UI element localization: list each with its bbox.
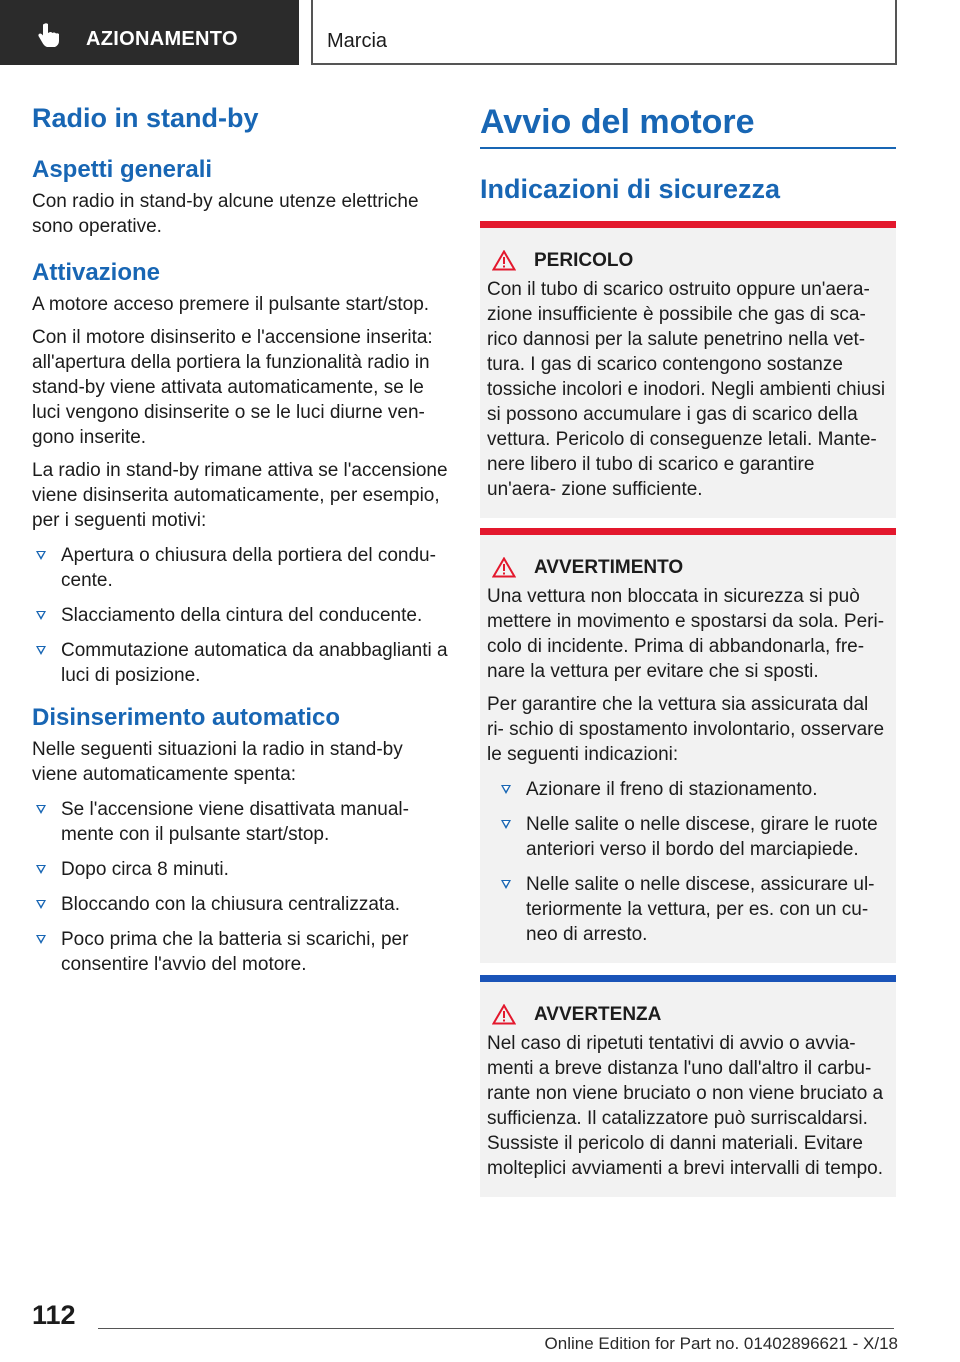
notice-text: Nel caso di ripetuti tentativi di avvio o avvia‐ menti a breve distanza l'uno dall'altro il carbu‐ rante non viene bruciato o non viene bruciato a sufficienza. Il catalizzatore può surriscaldarsi. Sussiste il pericolo di danni materiali. Evitare molteplici avviamenti a brevi intervalli di tempo. — [487, 1033, 884, 1179]
page-number: 112 — [32, 1300, 76, 1330]
activation-p1: A motore acceso premere il pulsante start/stop. — [32, 294, 430, 315]
list-item: Slacciamento della cintura del conducente. — [32, 603, 450, 628]
warning-box — [480, 528, 896, 963]
list-item: Bloccando con la chiusura centralizzata. — [32, 892, 450, 917]
warning-list — [487, 777, 888, 947]
general-heading: Aspetti generali — [32, 156, 213, 183]
triangle-bullet-icon — [36, 865, 46, 874]
list-item: Dopo circa 8 minuti. — [32, 857, 450, 882]
list-item: Nelle salite o nelle discese, assicurare ul‐ teriormente la vettura, per es. con un cu‐ neo di arresto. — [497, 872, 888, 947]
activation-heading: Attivazione — [32, 259, 161, 286]
activation-p3: La radio in stand-by rimane attiva se l'accensione viene disinserita automaticamente, per esempio, per i seguenti motivi: — [32, 460, 448, 531]
triangle-bullet-icon — [501, 820, 511, 829]
triangle-bullet-icon — [36, 900, 46, 909]
hand-pointer-icon — [36, 22, 62, 48]
danger-text: Con il tubo di scarico ostruito oppure un'aera‐ zione insufficiente è possibile che gas di sca‐ rico dannosi per la salute penetrino nella vet‐ tura. I gas di scarico contengono sostanze tossiche incolori e inodori. Negli ambienti chiusi si possono accumulare i gas di scarico della vettura. Pericolo di conseguenze letali. Mante‐ nere libero il tubo di scarico e garantire un'aera‐ zione sufficiente. — [487, 279, 886, 500]
warning-p1: Una vettura non bloccata in sicurezza si può mettere in movimento e spostarsi da sola. Peri‐ colo di incidente. Prima di abbandonarla, fre‐ nare la vettura per evitare che si sposti. — [487, 586, 885, 682]
triangle-bullet-icon — [501, 785, 511, 794]
list-item: Nelle salite o nelle discese, girare le ruote anteriori verso il bordo del marciapiede. — [497, 812, 888, 862]
footer-rule — [98, 1328, 894, 1329]
right-column — [480, 100, 896, 1197]
warning-p2: Per garantire che la vettura sia assicurata dal ri‐ schio di spostamento involontario, osservare le seguenti indicazioni: — [487, 694, 885, 765]
danger-label: PERICOLO — [534, 250, 634, 271]
list-item: Azionare il freno di stazionamento. — [497, 777, 888, 802]
warning-triangle-icon — [492, 250, 516, 271]
chapter-header — [311, 0, 897, 65]
chapter-label: Marcia — [327, 30, 388, 52]
notice-label: AVVERTENZA — [534, 1004, 662, 1025]
auto-off-text: Nelle seguenti situazioni la radio in stand-by viene automaticamente spenta: — [32, 739, 403, 785]
danger-box — [480, 221, 896, 518]
auto-off-heading: Disinserimento automatico — [32, 704, 341, 731]
list-item: Commutazione automatica da anabbaglianti a luci di posizione. — [32, 638, 450, 688]
triangle-bullet-icon — [36, 611, 46, 620]
notice-box — [480, 975, 896, 1197]
triangle-bullet-icon — [501, 880, 511, 889]
notice-bar — [480, 975, 896, 982]
list-item: Se l'accensione viene disattivata manual‐ mente con il pulsante start/stop. — [32, 797, 450, 847]
section-label: AZIONAMENTO — [86, 28, 238, 50]
triangle-bullet-icon — [36, 935, 46, 944]
triangle-bullet-icon — [36, 646, 46, 655]
general-text: Con radio in stand-by alcune utenze elettriche sono operative. — [32, 191, 419, 237]
warning-triangle-icon — [492, 557, 516, 578]
activation-p2: Con il motore disinserito e l'accensione inserita: all'apertura della portiera la funzionalità radio in stand-by viene attivata automaticamente, se le luci vengono disinserite o se le luci diurne ven‐ gono inserite. — [32, 327, 433, 448]
safety-heading: Indicazioni di sicurezza — [480, 174, 781, 204]
section-tab — [0, 0, 299, 65]
warning-triangle-icon — [492, 1004, 516, 1025]
activation-list — [32, 543, 450, 688]
edition-text: Online Edition for Part no. 01402896621 - X/18 — [544, 1334, 898, 1353]
list-item: Apertura o chiusura della portiera del condu‐ cente. — [32, 543, 450, 593]
warning-bar — [480, 528, 896, 535]
chapter-title: Avvio del motore — [480, 103, 755, 141]
left-column — [32, 100, 450, 987]
warning-label: AVVERTIMENTO — [534, 557, 684, 578]
triangle-bullet-icon — [36, 805, 46, 814]
section-title: Radio in stand-by — [32, 103, 259, 133]
danger-bar — [480, 221, 896, 228]
title-rule — [480, 100, 896, 149]
auto-off-list — [32, 797, 450, 977]
list-item: Poco prima che la batteria si scarichi, per consentire l'avvio del motore. — [32, 927, 450, 977]
triangle-bullet-icon — [36, 551, 46, 560]
